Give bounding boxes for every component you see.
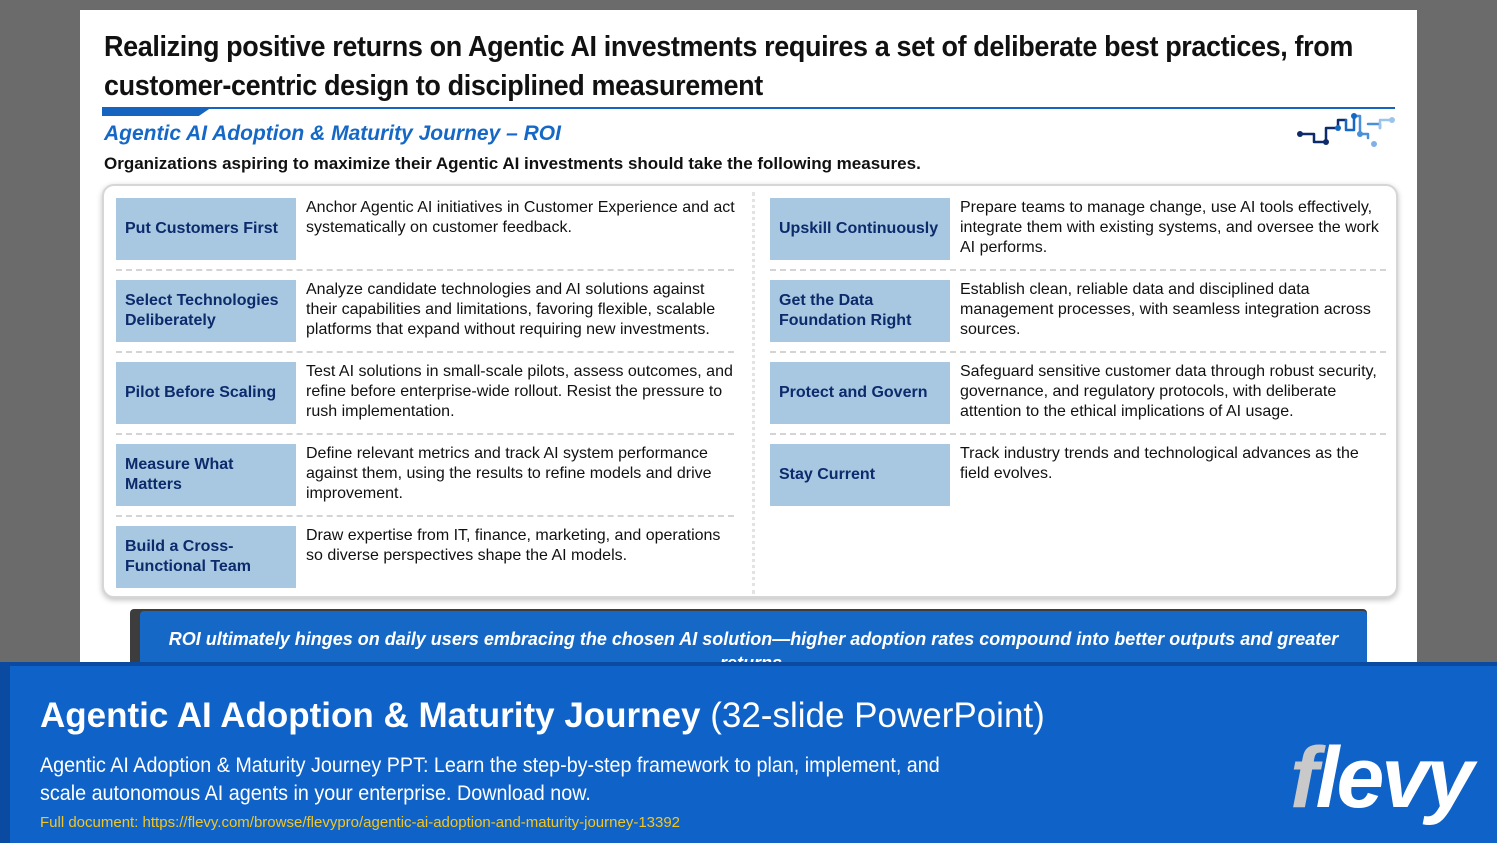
practice-description: Establish clean, reliable data and disciplined data management processes, with seamless integration across sources. bbox=[960, 281, 1371, 338]
promo-footer bbox=[0, 662, 1497, 843]
practice-description: Track industry trends and technological advances as the field evolves. bbox=[960, 445, 1359, 482]
row-separator bbox=[770, 433, 1386, 435]
slide-intro: Organizations aspiring to maximize their Agentic AI investments should take the following measures. bbox=[104, 154, 921, 173]
practice-label: Stay Current bbox=[770, 444, 950, 506]
best-practices-panel bbox=[102, 184, 1398, 598]
circuit-icon bbox=[1296, 110, 1396, 154]
row-separator bbox=[116, 433, 734, 435]
practice-description: Draw expertise from IT, finance, marketing, and operations so diverse perspectives shape the AI models. bbox=[306, 527, 721, 564]
title-rule-tab bbox=[102, 107, 212, 116]
footer-title-note: (32-slide PowerPoint) bbox=[710, 696, 1045, 735]
row-separator bbox=[770, 351, 1386, 353]
practice-description: Define relevant metrics and track AI system performance against them, using the results to refine models and drive improvement. bbox=[306, 445, 712, 502]
footer-title bbox=[40, 696, 1045, 736]
logo-rest: levy bbox=[1315, 730, 1472, 826]
practice-label: Get the Data Foundation Right bbox=[770, 280, 950, 342]
document-link[interactable]: Full document: https://flevy.com/browse/flevypro/agentic-ai-adoption-and-maturity-journey-13392 bbox=[40, 814, 681, 831]
practice-label: Pilot Before Scaling bbox=[116, 362, 296, 424]
footer-accent bbox=[0, 666, 10, 843]
slide bbox=[80, 10, 1417, 670]
practice-label: Build a Cross-Functional Team bbox=[116, 526, 296, 588]
practice-description: Safeguard sensitive customer data through robust security, governance, and regulatory protocols, with deliberate attention to the ethical implications of AI usage. bbox=[960, 363, 1377, 420]
row-separator bbox=[116, 269, 734, 271]
roi-banner-text: ROI ultimately hinges on daily users embracing the chosen AI solution—higher adoption rates compound into better outputs and greater bbox=[168, 629, 1339, 649]
footer-title-main: Agentic AI Adoption & Maturity Journey bbox=[40, 696, 701, 735]
row-separator bbox=[116, 351, 734, 353]
slide-subtitle: Agentic AI Adoption & Maturity Journey – ROI bbox=[104, 122, 561, 145]
practice-label: Upskill Continuously bbox=[770, 198, 950, 260]
practice-label: Protect and Govern bbox=[770, 362, 950, 424]
practice-label: Put Customers First bbox=[116, 198, 296, 260]
practice-description: Analyze candidate technologies and AI solutions against their capabilities and limitations, favoring flexible, scalable platforms that expand without requiring new investments. bbox=[306, 281, 716, 338]
row-separator bbox=[116, 515, 734, 517]
row-separator bbox=[770, 269, 1386, 271]
slide-title: Realizing positive returns on Agentic AI investments requires a set of deliberate best practices, from customer-centric design to disciplined measurement bbox=[104, 31, 1353, 102]
flevy-logo[interactable] bbox=[1290, 728, 1471, 828]
practice-description: Anchor Agentic AI initiatives in Customer Experience and act systematically on customer feedback. bbox=[306, 199, 735, 236]
column-divider bbox=[752, 192, 755, 594]
practice-label: Measure What Matters bbox=[116, 444, 296, 506]
logo-first-letter: f bbox=[1290, 730, 1316, 826]
practice-description: Prepare teams to manage change, use AI tools effectively, integrate them with existing systems, and oversee the work AI performs. bbox=[960, 199, 1379, 256]
practice-label: Select Technologies Deliberately bbox=[116, 280, 296, 342]
practice-description: Test AI solutions in small-scale pilots, assess outcomes, and refine before enterprise-wide rollout. Resist the pressure to rush implementation. bbox=[306, 363, 733, 420]
footer-description: Agentic AI Adoption & Maturity Journey PPT: Learn the step-by-step framework to plan, implement, and scale autonomous AI agents in your enterprise. Download now. bbox=[40, 754, 940, 805]
title-rule bbox=[104, 107, 1395, 109]
